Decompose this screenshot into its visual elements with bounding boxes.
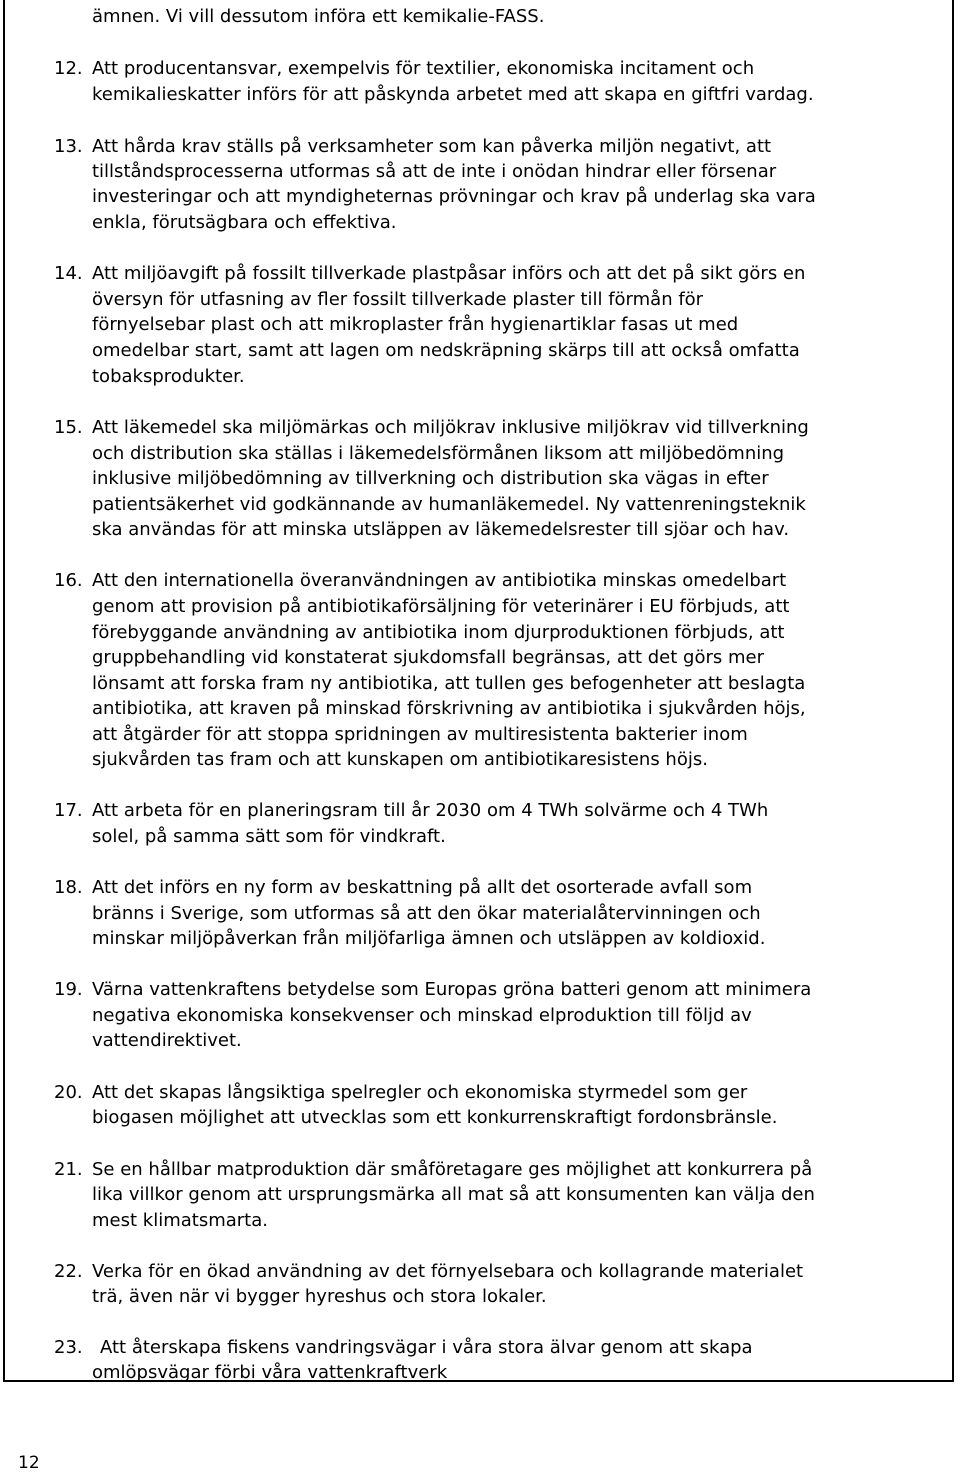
item-line: solel, på samma sätt som för vindkraft.	[92, 826, 446, 847]
item-number: 16.	[54, 570, 83, 591]
item-line: Att det införs en ny form av beskattning på allt det osorterade avfall som	[92, 877, 753, 898]
item-line: sjukvården tas fram och att kunskapen om antibiotikaresistens höjs.	[92, 749, 708, 770]
item-line: investeringar och att myndigheternas prövningar och krav på underlag ska vara	[92, 186, 816, 207]
item-line: ska användas för att minska utsläppen av läkemedelsrester till sjöar och hav.	[92, 519, 790, 540]
item-number: 15.	[54, 417, 83, 438]
item-line: negativa ekonomiska konsekvenser och minskad elproduktion till följd av	[92, 1005, 752, 1026]
item-line: inklusive miljöbedömning av tillverkning och distribution ska vägas in efter	[92, 468, 769, 489]
item-line: Att arbeta för en planeringsram till år 2030 om 4 TWh solvärme och 4 TWh	[92, 800, 769, 821]
item-line: antibiotika, att kraven på minskad förskrivning av antibiotika i sjukvården höjs,	[92, 698, 806, 719]
item-line: vattendirektivet.	[92, 1030, 242, 1051]
item-line: förnyelsebar plast och att mikroplaster från hygienartiklar fasas ut med	[92, 314, 739, 335]
item-line: trä, även när vi bygger hyreshus och stora lokaler.	[92, 1286, 547, 1307]
item-number: 23.	[54, 1337, 83, 1358]
item-line: Verka för en ökad användning av det förnyelsebara och kollagrande materialet	[92, 1261, 804, 1282]
item-line: Värna vattenkraftens betydelse som Europas gröna batteri genom att minimera	[92, 979, 812, 1000]
item-line: omedelbar start, samt att lagen om nedskräpning skärps till att också omfatta	[92, 340, 800, 361]
item-line: Att hårda krav ställs på verksamheter som kan påverka miljön negativt, att	[92, 136, 772, 157]
item-line: och distribution ska ställas i läkemedelsförmånen liksom att miljöbedömning	[92, 443, 785, 464]
item-line: Att miljöavgift på fossilt tillverkade plastpåsar införs och att det på sikt görs en	[92, 263, 806, 284]
item-line: biogasen möjlighet att utvecklas som ett konkurrenskraftigt fordonsbränsle.	[92, 1107, 778, 1128]
item-line: översyn för utfasning av fler fossilt tillverkade plaster till förmån för	[92, 289, 704, 310]
item-line: kemikalieskatter införs för att påskynda arbetet med att skapa en giftfri vardag.	[92, 84, 814, 105]
item-line: mest klimatsmarta.	[92, 1210, 268, 1231]
item-number: 19.	[54, 979, 83, 1000]
item-line: bränns i Sverige, som utformas så att den ökar materialåtervinningen och	[92, 903, 761, 924]
item-line: Se en hållbar matproduktion där småföretagare ges möjlighet att konkurrera på	[92, 1159, 813, 1180]
item-line: lönsamt att forska fram ny antibiotika, att tullen ges befogenheter att beslagta	[92, 673, 806, 694]
item-line: patientsäkerhet vid godkännande av humanläkemedel. Ny vattenreningsteknik	[92, 494, 806, 515]
intro-line: ämnen. Vi vill dessutom införa ett kemikalie-FASS.	[92, 6, 545, 27]
item-line: att åtgärder för att stoppa spridningen av multiresistenta bakterier inom	[92, 724, 748, 745]
item-number: 17.	[54, 800, 83, 821]
item-number: 18.	[54, 877, 83, 898]
item-number: 21.	[54, 1159, 83, 1180]
item-line: enkla, förutsägbara och effektiva.	[92, 212, 397, 233]
item-line: lika villkor genom att ursprungsmärka all mat så att konsumenten kan välja den	[92, 1184, 815, 1205]
item-number: 20.	[54, 1082, 83, 1103]
item-line: gruppbehandling vid konstaterat sjukdomsfall begränsas, att det görs mer	[92, 647, 764, 668]
item-number: 22.	[54, 1261, 83, 1282]
item-line: Att återskapa fiskens vandringsvägar i våra stora älvar genom att skapa	[100, 1337, 753, 1358]
item-line: förebyggande användning av antibiotika inom djurproduktionen förbjuds, att	[92, 622, 785, 643]
item-line: genom att provision på antibiotikaförsäljning för veterinärer i EU förbjuds, att	[92, 596, 790, 617]
item-line: Att läkemedel ska miljömärkas och miljökrav inklusive miljökrav vid tillverkning	[92, 417, 809, 438]
item-line: Att det skapas långsiktiga spelregler och ekonomiska styrmedel som ger	[92, 1082, 748, 1103]
item-number: 13.	[54, 136, 83, 157]
item-line: tobaksprodukter.	[92, 366, 245, 387]
item-line: minskar miljöpåverkan från miljöfarliga ämnen och utsläppen av koldioxid.	[92, 928, 766, 949]
item-number: 12.	[54, 58, 83, 79]
page-number: 12	[18, 1453, 40, 1473]
item-line: tillståndsprocesserna utformas så att de inte i onödan hindrar eller försenar	[92, 161, 777, 182]
item-line: Att den internationella överanvändningen av antibiotika minskas omedelbart	[92, 570, 787, 591]
item-line: Att producentansvar, exempelvis för textilier, ekonomiska incitament och	[92, 58, 755, 79]
item-number: 14.	[54, 263, 83, 284]
item-line: omlöpsvägar förbi våra vattenkraftverk	[92, 1362, 448, 1383]
